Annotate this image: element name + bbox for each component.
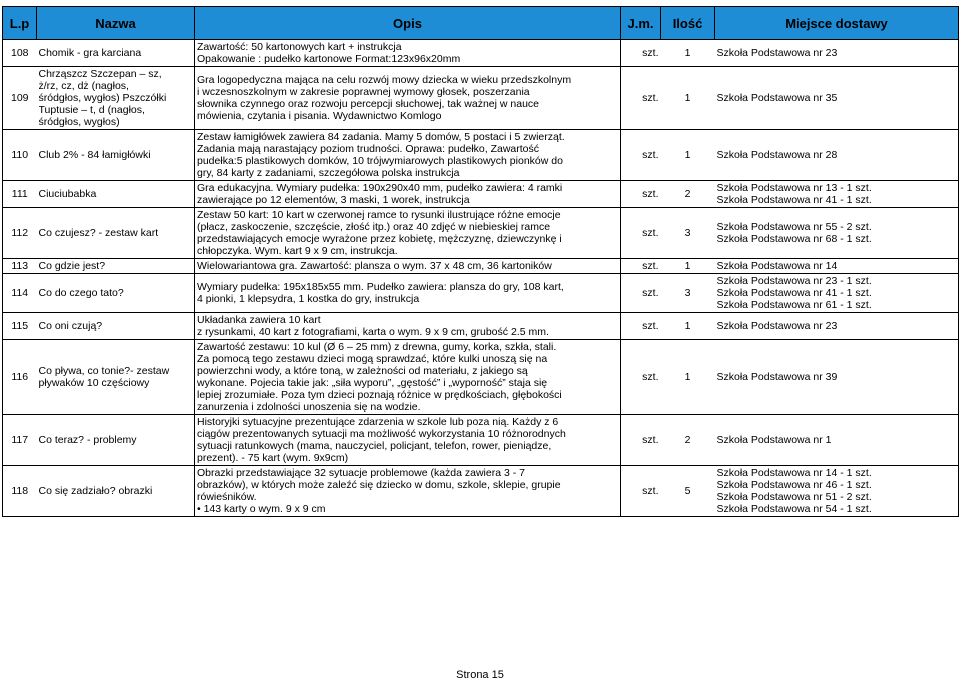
opis-line: chłopczyka. Wym. kart 9 x 9 cm, instrukcja. (197, 245, 398, 257)
table-row (3, 259, 959, 274)
row-jm: szt. (621, 208, 661, 259)
row-jm: szt. (621, 130, 661, 181)
header-row (3, 7, 959, 40)
row-jm: szt. (621, 340, 661, 415)
opis-line: mówienia, czytania i pisania. Wydawnictwo Komlogo (197, 110, 442, 122)
row-miejsce (715, 208, 959, 259)
header-lp: L.p (3, 7, 37, 40)
row-lp: 108 (3, 40, 37, 67)
row-jm: szt. (621, 181, 661, 208)
nazwa-line: śródgłos, wygłos) Pszczółki (38, 92, 167, 104)
row-miejsce (715, 313, 959, 340)
opis-line: Zadania mają narastający poziom trudności. Oprawa: pudełko, Zawartość (197, 143, 539, 155)
row-jm: szt. (621, 415, 661, 466)
page-number: Strona 15 (456, 669, 504, 681)
row-nazwa (37, 274, 195, 313)
row-lp: 115 (3, 313, 37, 340)
nazwa-line: Tuptusie – t, d (nagłos, (38, 104, 145, 116)
nazwa-line: Co czujesz? - zestaw kart (38, 227, 159, 239)
table-row (3, 313, 959, 340)
row-opis (195, 340, 621, 415)
opis-line: sytuacji ratunkowych (mama, nauczyciel, policjant, telefon, rower, pieniądze, (197, 440, 552, 452)
nazwa-line: Chrząszcz Szczepan – sz, (38, 68, 162, 80)
miejsce-line: Szkoła Podstawowa nr 23 (716, 47, 838, 59)
row-ilosc: 3 (661, 208, 715, 259)
opis-line: Obrazki przedstawiające 32 sytuacje problemowe (każda zawiera 3 - 7 (197, 467, 525, 479)
opis-line: wykonane. Pojecia takie jak: „siła wyporu”, „gęstość” i „wyporność” staja się (197, 377, 548, 389)
row-ilosc: 2 (661, 415, 715, 466)
table-row (3, 130, 959, 181)
row-nazwa (37, 466, 195, 517)
row-miejsce (715, 466, 959, 517)
table-row (3, 67, 959, 130)
opis-line: Zestaw łamigłówek zawiera 84 zadania. Mamy 5 domów, 5 postaci i 5 zwierząt. (197, 131, 565, 143)
row-nazwa (37, 67, 195, 130)
header-nazwa: Nazwa (37, 7, 195, 40)
miejsce-line: Szkoła Podstawowa nr 28 (716, 149, 838, 161)
opis-line: Gra logopedyczna mająca na celu rozwój mowy dziecka w wieku przedszkolnym (197, 74, 572, 86)
miejsce-line: Szkoła Podstawowa nr 41 - 1 szt. (716, 194, 872, 206)
table-row (3, 466, 959, 517)
row-miejsce (715, 274, 959, 313)
row-lp: 117 (3, 415, 37, 466)
row-lp: 111 (3, 181, 37, 208)
row-miejsce (715, 67, 959, 130)
row-ilosc: 1 (661, 67, 715, 130)
row-ilosc: 3 (661, 274, 715, 313)
miejsce-line: Szkoła Podstawowa nr 61 - 1 szt. (716, 299, 872, 311)
row-opis (195, 259, 621, 274)
opis-line: Zawartość: 50 kartonowych kart + instrukcja (197, 41, 402, 53)
nazwa-line: Co teraz? - problemy (38, 434, 137, 446)
row-opis (195, 466, 621, 517)
opis-line: Historyjki sytuacyjne prezentujące zdarzenia w szkole lub poza nią. Każdy z 6 (197, 416, 559, 428)
row-ilosc: 1 (661, 340, 715, 415)
row-ilosc: 1 (661, 259, 715, 274)
row-jm: szt. (621, 313, 661, 340)
table-body (3, 40, 959, 517)
miejsce-line: Szkoła Podstawowa nr 55 - 2 szt. (716, 221, 872, 233)
nazwa-line: Co oni czują? (38, 320, 103, 332)
row-ilosc: 1 (661, 130, 715, 181)
row-lp: 114 (3, 274, 37, 313)
opis-line: Wymiary pudełka: 195x185x55 mm. Pudełko zawiera: plansza do gry, 108 kart, (197, 281, 564, 293)
opis-line: (płacz, zaskoczenie, szczęście, złość itp.) oraz 40 zdjęć w niebieskiej ramce (197, 221, 551, 233)
row-nazwa (37, 313, 195, 340)
row-nazwa (37, 415, 195, 466)
opis-line: gry, 84 karty z zadaniami, szczegółowa polska instrukcja (197, 167, 460, 179)
miejsce-line: Szkoła Podstawowa nr 54 - 1 szt. (716, 503, 872, 515)
header-miejsce: Miejsce dostawy (715, 7, 959, 40)
opis-line: lepiej zrozumiałe. Poza tym dzieci poznają różnice w prędkościach, głębokości (197, 389, 562, 401)
row-miejsce (715, 340, 959, 415)
row-lp: 112 (3, 208, 37, 259)
nazwa-line: śródgłos, wygłos) (38, 116, 120, 128)
header-ilosc: Ilość (661, 7, 715, 40)
row-opis (195, 181, 621, 208)
header-opis: Opis (195, 7, 621, 40)
opis-line: Zestaw 50 kart: 10 kart w czerwonej ramce to rysunki ilustrujące różne emocje (197, 209, 561, 221)
opis-line: z rysunkami, 40 kart z fotografiami, karta o wym. 9 x 9 cm, grubość 2.5 mm. (197, 326, 549, 338)
row-miejsce (715, 181, 959, 208)
row-opis (195, 274, 621, 313)
row-jm: szt. (621, 274, 661, 313)
row-lp: 116 (3, 340, 37, 415)
opis-line: ciągów prezentowanych sytuacji ma możliwość wykorzystania 10 różnorodnych (197, 428, 566, 440)
miejsce-line: Szkoła Podstawowa nr 23 - 1 szt. (716, 275, 872, 287)
table-row (3, 181, 959, 208)
row-miejsce (715, 40, 959, 67)
nazwa-line: ż/rz, cz, dż (nagłos, (38, 80, 129, 92)
opis-line: obrazków), w których może zaleźć się dziecko w domu, szkole, sklepie, grupie (197, 479, 561, 491)
opis-line: powierzchni wody, a które toną, w zależności od materiału, z jakiego są (197, 365, 528, 377)
row-miejsce (715, 415, 959, 466)
miejsce-line: Szkoła Podstawowa nr 13 - 1 szt. (716, 182, 872, 194)
row-lp: 109 (3, 67, 37, 130)
row-jm: szt. (621, 67, 661, 130)
row-opis (195, 313, 621, 340)
miejsce-line: Szkoła Podstawowa nr 46 - 1 szt. (716, 479, 872, 491)
nazwa-line: pływaków 10 częściowy (38, 377, 150, 389)
opis-line: i wczesnoszkolnym w zakresie poprawnej wymowy głosek, poszerzania (197, 86, 530, 98)
nazwa-line: Ciuciubabka (38, 188, 97, 200)
miejsce-line: Szkoła Podstawowa nr 68 - 1 szt. (716, 233, 872, 245)
opis-line: Za pomocą tego zestawu dzieci mogą sprawdzać, które kulki unoszą się na (197, 353, 548, 365)
table-row (3, 340, 959, 415)
opis-line: Układanka zawiera 10 kart (197, 314, 321, 326)
opis-line: przedstawiających emocje wyrażone przez kobietę, mężczyznę, dziewczynkę i (197, 233, 562, 245)
row-opis (195, 40, 621, 67)
miejsce-line: Szkoła Podstawowa nr 41 - 1 szt. (716, 287, 872, 299)
table-row (3, 208, 959, 259)
row-opis (195, 415, 621, 466)
table-row (3, 40, 959, 67)
miejsce-line: Szkoła Podstawowa nr 35 (716, 92, 838, 104)
row-nazwa (37, 40, 195, 67)
row-ilosc: 1 (661, 313, 715, 340)
row-ilosc: 5 (661, 466, 715, 517)
row-nazwa (37, 340, 195, 415)
header-jm: J.m. (621, 7, 661, 40)
row-jm: szt. (621, 466, 661, 517)
row-jm: szt. (621, 40, 661, 67)
opis-line: Zawartość zestawu: 10 kul (Ø 6 – 25 mm) z drewna, gumy, korka, szkła, stali. (197, 341, 557, 353)
opis-line: prezent). - 75 kart (wym. 9x9cm) (197, 452, 349, 464)
row-lp: 113 (3, 259, 37, 274)
row-jm: szt. (621, 259, 661, 274)
opis-line: • 143 karty o wym. 9 x 9 cm (197, 503, 618, 515)
row-ilosc: 1 (661, 40, 715, 67)
row-miejsce (715, 130, 959, 181)
opis-line: zawierające po 12 elementów, 3 maski, 1 worek, instrukcja (197, 194, 470, 206)
nazwa-line: Co do czego tato? (38, 287, 124, 299)
miejsce-line: Szkoła Podstawowa nr 39 (716, 371, 838, 383)
row-ilosc: 2 (661, 181, 715, 208)
opis-line: 4 pionki, 1 klepsydra, 1 kostka do gry, instrukcja (197, 293, 420, 305)
table-row (3, 415, 959, 466)
opis-line: słownika czynnego oraz rozwoju percepcji słuchowej, tak ważnej w nauce (197, 98, 540, 110)
row-lp: 118 (3, 466, 37, 517)
miejsce-line: Szkoła Podstawowa nr 14 (716, 260, 838, 272)
miejsce-line: Szkoła Podstawowa nr 1 (716, 434, 832, 446)
row-nazwa (37, 259, 195, 274)
table-row (3, 274, 959, 313)
opis-line: rówieśników. (197, 491, 257, 503)
nazwa-line: Club 2% - 84 łamigłówki (38, 149, 151, 161)
order-table (2, 6, 959, 517)
opis-line: Gra edukacyjna. Wymiary pudełka: 190x290x40 mm, pudełko zawiera: 4 ramki (197, 182, 563, 194)
miejsce-line: Szkoła Podstawowa nr 51 - 2 szt. (716, 491, 872, 503)
opis-line: Opakowanie : pudełko kartonowe Format:123x96x20mm (197, 53, 461, 65)
nazwa-line: Co gdzie jest? (38, 260, 106, 272)
row-miejsce (715, 259, 959, 274)
row-lp: 110 (3, 130, 37, 181)
opis-line: pudełka:5 plastikowych domków, 10 trójwymiarowych plastikowych pionków do (197, 155, 563, 167)
nazwa-line: Co się zadziało? obrazki (38, 485, 153, 497)
row-opis (195, 67, 621, 130)
opis-line: zanurzenia i zdolności unoszenia się na wodzie. (197, 401, 421, 413)
nazwa-line: Chomik - gra karciana (38, 47, 142, 59)
row-opis (195, 130, 621, 181)
miejsce-line: Szkoła Podstawowa nr 23 (716, 320, 838, 332)
row-nazwa (37, 208, 195, 259)
miejsce-line: Szkoła Podstawowa nr 14 - 1 szt. (716, 467, 872, 479)
row-nazwa (37, 181, 195, 208)
row-opis (195, 208, 621, 259)
opis-line: Wielowariantowa gra. Zawartość: plansza o wym. 37 x 48 cm, 36 kartoników (197, 260, 552, 272)
row-nazwa (37, 130, 195, 181)
nazwa-line: Co pływa, co tonie?- zestaw (38, 365, 170, 377)
